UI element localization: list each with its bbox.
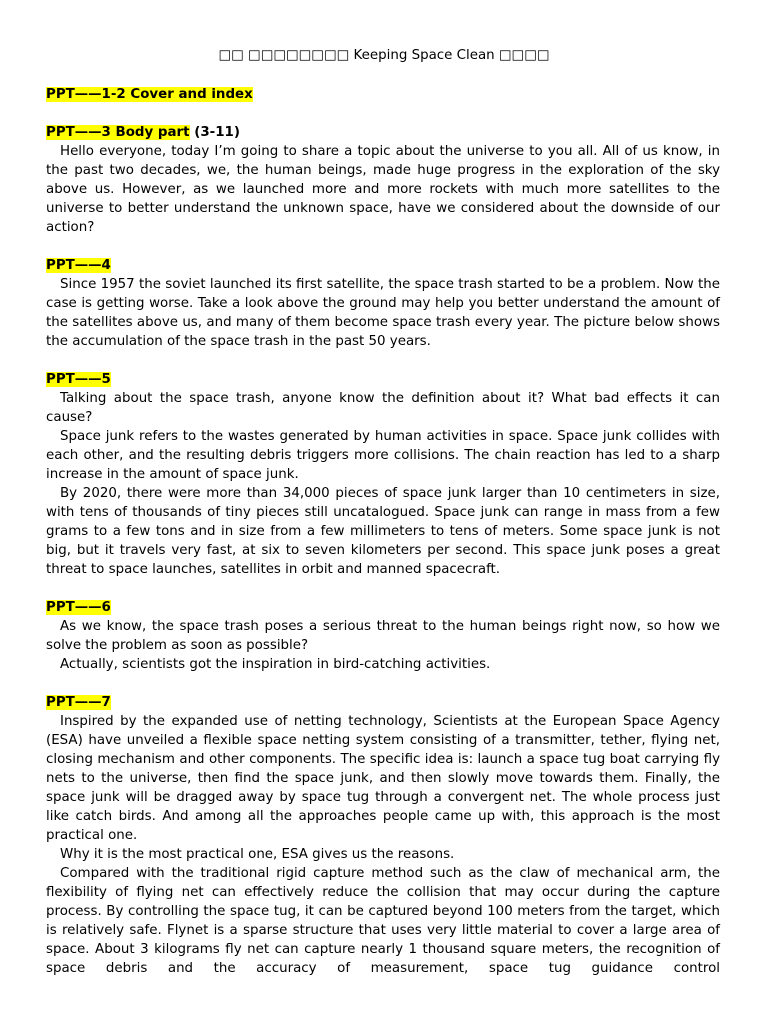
document-title: □□ □□□□□□□□ Keeping Space Clean □□□□ xyxy=(218,48,550,63)
highlighted-heading: PPT——3 Body part xyxy=(46,125,190,140)
section-heading xyxy=(46,256,720,275)
paragraph: Since 1957 the soviet launched its first satellite, the space trash started to be a problem. Now the case is getting worse. Take a look above the ground may help you better understand the amount of the satellites above us, and many of them become space trash every year. The picture below shows the accumulation of the space trash in the past 50 years. xyxy=(46,277,720,349)
highlighted-heading: PPT——6 xyxy=(46,600,111,615)
blank-line xyxy=(46,237,720,256)
blank-line xyxy=(46,579,720,598)
paragraph: Inspired by the expanded use of netting technology, Scientists at the European Space Agency (ESA) have unveiled a flexible space netting system consisting of a transmitter, tether, flying net, closing mechanism and other components. The specific idea is: launch a space tug boat carrying fly nets to the universe, then find the space junk, and then slowly move towards them. Finally, the space junk will be dragged away by space tug through a convergent net. The whole process just like catch birds. And among all the approaches people came up with, this approach is the most practical one. xyxy=(46,714,720,843)
blank-line xyxy=(46,351,720,370)
document-body xyxy=(46,85,720,978)
blank-line xyxy=(46,674,720,693)
highlighted-heading: PPT——1-2 Cover and index xyxy=(46,87,253,102)
section-ppt-7 xyxy=(46,693,720,978)
highlighted-heading: PPT——4 xyxy=(46,258,111,273)
section-heading xyxy=(46,693,720,712)
section-ppt-3 xyxy=(46,123,720,237)
paragraph: Space junk refers to the wastes generated by human activities in space. Space junk collides with each other, and the resulting debris triggers more collisions. The chain reaction has led to a sharp increase in the amount of space junk. xyxy=(46,429,720,482)
paragraph: Actually, scientists got the inspiration in bird-catching activities. xyxy=(60,657,491,672)
paragraph: As we know, the space trash poses a serious threat to the human beings right now, so how we solve the problem as soon as possible? xyxy=(46,619,720,653)
section-heading xyxy=(46,598,720,617)
paragraph: Talking about the space trash, anyone know the definition about it? What bad effects it can cause? xyxy=(46,391,720,425)
paragraph: Hello everyone, today I’m going to share a topic about the universe to you all. All of us know, in the past two decades, we, the human beings, made huge progress in the exploration of the sky above us. However, as we launched more and more rockets with much more satellites to the universe to better understand the unknown space, have we considered about the downside of our action? xyxy=(46,144,720,235)
highlighted-heading: PPT——7 xyxy=(46,695,111,710)
section-ppt-4 xyxy=(46,256,720,351)
section-ppt-6 xyxy=(46,598,720,674)
section-ppt-5 xyxy=(46,370,720,579)
highlighted-heading: PPT——5 xyxy=(46,372,111,387)
blank-line xyxy=(46,104,720,123)
heading-suffix: (3-11) xyxy=(189,125,240,140)
section-ppt-1-2 xyxy=(46,85,720,104)
section-heading xyxy=(46,85,720,104)
section-heading xyxy=(46,370,720,389)
paragraph: Compared with the traditional rigid capture method such as the claw of mechanical arm, the flexibility of flying net can effectively reduce the collision that may occur during the capture process. By controlling the space tug, it can be captured beyond 100 meters from the target, which is relatively safe. Flynet is a sparse structure that uses very little material to cover a large area of space. About 3 kilograms fly net can capture nearly 1 thousand square meters, the recognition of space debris and the accuracy of measurement, space tug guidance control xyxy=(46,866,720,976)
section-heading xyxy=(46,123,720,142)
paragraph: By 2020, there were more than 34,000 pieces of space junk larger than 10 centimeters in size, with tens of thousands of tiny pieces still uncatalogued. Space junk can range in mass from a few grams to a few tons and in size from a few millimeters to tens of meters. Some space junk is not big, but it travels very fast, at six to seven kilometers per second. This space junk poses a great threat to space launches, satellites in orbit and manned spacecraft. xyxy=(46,486,720,577)
paragraph: Why it is the most practical one, ESA gives us the reasons. xyxy=(60,847,455,862)
